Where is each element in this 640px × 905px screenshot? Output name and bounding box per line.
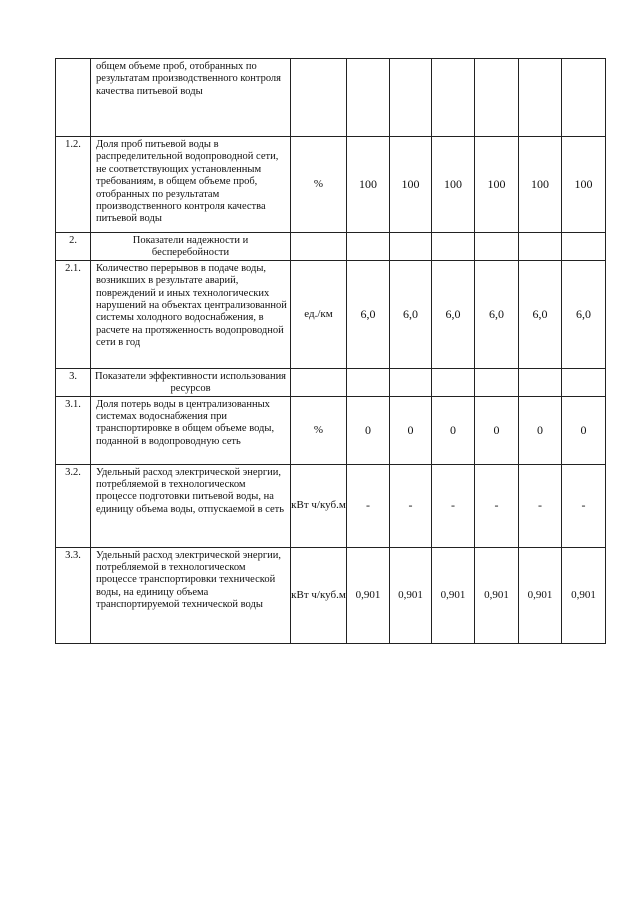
value-cell: [562, 233, 606, 261]
value-cell: -: [432, 464, 475, 547]
value-cell: 100: [390, 137, 432, 233]
value-cell: 0: [562, 396, 606, 464]
value-cell: [390, 368, 432, 396]
section-title: Показатели надежности и бесперебойности: [91, 233, 291, 261]
value-cell: [519, 59, 562, 137]
value-cell: 0,901: [390, 547, 432, 643]
unit-cell: [291, 368, 347, 396]
row-number: [56, 59, 91, 137]
table-row: [56, 547, 606, 643]
value-cell: 0: [519, 396, 562, 464]
value-cell: -: [562, 464, 606, 547]
section-title: Показатели эффективности использования ресурсов: [91, 368, 291, 396]
value-cell: 6,0: [432, 260, 475, 368]
value-cell: [390, 233, 432, 261]
value-cell: [562, 368, 606, 396]
value-cell: [347, 368, 390, 396]
value-cell: [562, 59, 606, 137]
indicator-name: Количество перерывов в подаче воды, возникших в результате аварий, повреждений и иных технологических нарушений на объектах централизованной системы холодного водоснабжения, в расчете на протяженность водопроводной сети в год: [91, 260, 291, 368]
value-cell: [519, 368, 562, 396]
unit-cell: [291, 59, 347, 137]
table-row: [56, 137, 606, 233]
row-number: 3.3.: [56, 547, 91, 643]
indicator-name: Доля проб питьевой воды в распределительной водопроводной сети, не соответствующих установленным требованиям, в общем объеме проб, отобранных по результатам производственного контроля качества питьевой воды: [91, 137, 291, 233]
value-cell: [347, 233, 390, 261]
row-number: 1.2.: [56, 137, 91, 233]
value-cell: 0: [432, 396, 475, 464]
value-cell: 6,0: [475, 260, 519, 368]
table-row: [56, 368, 606, 396]
value-cell: -: [390, 464, 432, 547]
value-cell: 6,0: [347, 260, 390, 368]
value-cell: 100: [519, 137, 562, 233]
value-cell: [475, 59, 519, 137]
value-cell: 0: [475, 396, 519, 464]
row-number: 3.1.: [56, 396, 91, 464]
value-cell: [432, 59, 475, 137]
table-row: [56, 260, 606, 368]
value-cell: 0,901: [432, 547, 475, 643]
value-cell: 100: [475, 137, 519, 233]
section-number: 2.: [56, 233, 91, 261]
value-cell: [519, 233, 562, 261]
value-cell: 100: [347, 137, 390, 233]
row-number: 3.2.: [56, 464, 91, 547]
value-cell: [390, 59, 432, 137]
unit-cell: кВт ч/куб.м: [291, 547, 347, 643]
table-row: [56, 59, 606, 137]
unit-cell: [291, 233, 347, 261]
value-cell: 100: [432, 137, 475, 233]
value-cell: 100: [562, 137, 606, 233]
value-cell: -: [347, 464, 390, 547]
unit-cell: ед./км: [291, 260, 347, 368]
section-number: 3.: [56, 368, 91, 396]
value-cell: 6,0: [519, 260, 562, 368]
value-cell: [347, 59, 390, 137]
indicators-table: [55, 58, 606, 644]
row-number: 2.1.: [56, 260, 91, 368]
unit-cell: кВт ч/куб.м: [291, 464, 347, 547]
indicator-name: Доля потерь воды в централизованных системах водоснабжения при транспортировке в общем объеме воды, поданной в водопроводную сеть: [91, 396, 291, 464]
value-cell: 0,901: [475, 547, 519, 643]
value-cell: 0: [390, 396, 432, 464]
value-cell: 0,901: [562, 547, 606, 643]
table-row: [56, 464, 606, 547]
value-cell: -: [475, 464, 519, 547]
value-cell: 6,0: [390, 260, 432, 368]
table-row: [56, 396, 606, 464]
unit-cell: %: [291, 137, 347, 233]
value-cell: 0,901: [519, 547, 562, 643]
value-cell: 0,901: [347, 547, 390, 643]
indicator-name: Удельный расход электрической энергии, потребляемой в технологическом процессе транспортировки технической воды, на единицу объема транспортируемой технической воды: [91, 547, 291, 643]
unit-cell: %: [291, 396, 347, 464]
value-cell: -: [519, 464, 562, 547]
indicator-name: общем объеме проб, отобранных по результатам производственного контроля качества питьевой воды: [91, 59, 291, 137]
value-cell: [432, 233, 475, 261]
indicator-name: Удельный расход электрической энергии, потребляемой в технологическом процессе подготовки питьевой воды, на единицу объема воды, отпускаемой в сеть: [91, 464, 291, 547]
value-cell: [432, 368, 475, 396]
value-cell: [475, 233, 519, 261]
value-cell: [475, 368, 519, 396]
table-row: [56, 233, 606, 261]
value-cell: 6,0: [562, 260, 606, 368]
value-cell: 0: [347, 396, 390, 464]
